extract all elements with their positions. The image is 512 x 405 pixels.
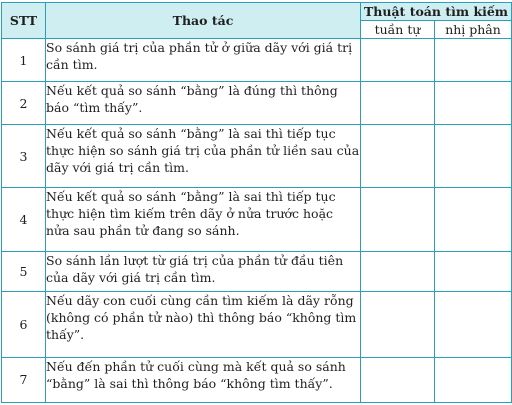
sequential-answer-cell[interactable] (361, 251, 435, 291)
row-number: 6 (2, 291, 46, 357)
header-algorithm-group: Thuật toán tìm kiếm (361, 3, 512, 21)
row-number: 7 (2, 357, 46, 402)
table-row (2, 82, 512, 125)
sequential-answer-cell[interactable] (361, 357, 435, 402)
sequential-answer-cell[interactable] (361, 39, 435, 82)
operation-text: Nếu kết quả so sánh “bằng” là đúng thì thông báo “tìm thấy”. (46, 82, 361, 125)
sequential-answer-cell[interactable] (361, 291, 435, 357)
operation-text: Nếu kết quả so sánh “bằng” là sai thì tiếp tục thực hiện so sánh giá trị của phần tử liền sau của dãy với giá trị cần tìm. (46, 125, 361, 188)
row-number: 2 (2, 82, 46, 125)
sequential-answer-cell[interactable] (361, 188, 435, 252)
operation-text: Nếu đến phần tử cuối cùng mà kết quả so sánh “bằng” là sai thì thông báo “không tìm thấy”. (46, 357, 361, 402)
table-row (2, 188, 512, 252)
row-number: 3 (2, 125, 46, 188)
row-number: 5 (2, 251, 46, 291)
algorithm-operations-table (1, 2, 512, 403)
binary-answer-cell[interactable] (435, 291, 512, 357)
binary-answer-cell[interactable] (435, 357, 512, 402)
table-row (2, 357, 512, 402)
binary-answer-cell[interactable] (435, 251, 512, 291)
sequential-answer-cell[interactable] (361, 82, 435, 125)
header-sequential: tuần tự (361, 21, 435, 39)
table-row (2, 251, 512, 291)
binary-answer-cell[interactable] (435, 39, 512, 82)
binary-answer-cell[interactable] (435, 188, 512, 252)
operation-text: Nếu dãy con cuối cùng cần tìm kiếm là dãy rỗng (không có phần tử nào) thì thông báo “không tìm thấy”. (46, 291, 361, 357)
row-number: 4 (2, 188, 46, 252)
header-binary: nhị phân (435, 21, 512, 39)
operation-text: Nếu kết quả so sánh “bằng” là sai thì tiếp tục thực hiện tìm kiếm trên dãy ở nửa trước hoặc nửa sau phần tử đang so sánh. (46, 188, 361, 252)
table-row (2, 39, 512, 82)
operation-text: So sánh lần lượt từ giá trị của phần tử đầu tiên của dãy với giá trị cần tìm. (46, 251, 361, 291)
header-stt: STT (2, 3, 46, 39)
table-row (2, 125, 512, 188)
sequential-answer-cell[interactable] (361, 125, 435, 188)
header-row (2, 3, 512, 21)
binary-answer-cell[interactable] (435, 82, 512, 125)
header-operation: Thao tác (46, 3, 361, 39)
table-row (2, 291, 512, 357)
operation-text: So sánh giá trị của phần tử ở giữa dãy với giá trị cần tìm. (46, 39, 361, 82)
binary-answer-cell[interactable] (435, 125, 512, 188)
row-number: 1 (2, 39, 46, 82)
